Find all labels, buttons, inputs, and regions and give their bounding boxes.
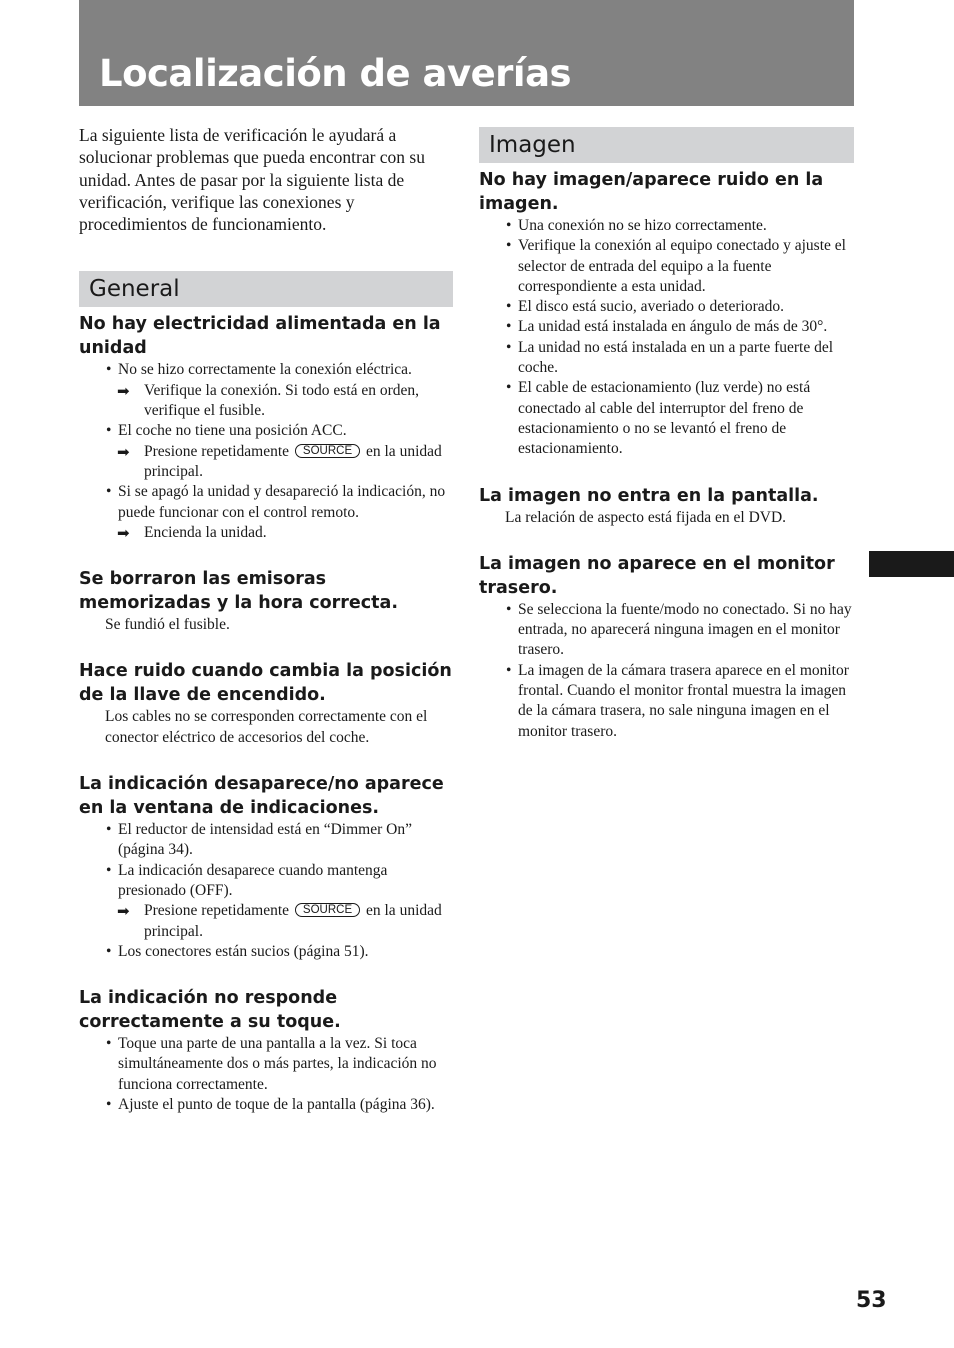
- problem-title: Hace ruido cuando cambia la posición de la llave de encendido.: [79, 661, 452, 706]
- problem-title: La indicación no responde correctamente a su toque.: [79, 988, 341, 1033]
- section-imagen-header: [479, 127, 854, 163]
- list-item: • La indicación desaparece cuando mantenga presionado (OFF).: [79, 861, 453, 902]
- problem-title: La imagen no aparece en el monitor trasero.: [479, 553, 835, 598]
- imagen-problem-1: [479, 168, 854, 460]
- list-item: • Si se apagó la unidad y desapareció la indicación, no puede funcionar con el control remoto.: [79, 482, 453, 523]
- list-item: • El reductor de intensidad está en “Dimmer On” (página 34).: [79, 820, 453, 861]
- list-item: • Los conectores están sucios (página 51).: [79, 942, 453, 962]
- problem-text: Se fundió el fusible.: [105, 616, 230, 634]
- arrow-right-icon: ➡: [117, 381, 130, 400]
- list-item: • No se hizo correctamente la conexión eléctrica.: [79, 360, 453, 380]
- list-item: • Una conexión no se hizo correctamente.: [479, 216, 854, 236]
- source-button-label: SOURCE: [295, 444, 360, 458]
- solution-item: ➡ Verifique la conexión. Si todo está en orden, verifique el fusible.: [117, 381, 420, 420]
- list-item: • El coche no tiene una posición ACC.: [79, 421, 453, 441]
- arrow-right-icon: ➡: [117, 523, 130, 542]
- section-imagen-title: Imagen: [489, 132, 576, 158]
- problem-title: La indicación desaparece/no aparece en la ventana de indicaciones.: [79, 774, 444, 819]
- section-general-title: General: [89, 276, 180, 303]
- general-problem-1: [79, 312, 453, 543]
- imagen-problem-3: [479, 552, 854, 742]
- solution-item: ➡ Encienda la unidad.: [117, 523, 267, 542]
- title-banner: [79, 0, 854, 106]
- problem-title: No hay imagen/aparece ruido en la imagen.: [479, 170, 824, 214]
- list-item: • Toque una parte de una pantalla a la vez. Si toca simultáneamente dos o más partes, la indicación no funciona correctamente.: [79, 1034, 453, 1095]
- page-number: 53: [856, 1288, 887, 1313]
- arrow-right-icon: ➡: [117, 902, 130, 921]
- source-button-label: SOURCE: [295, 903, 360, 917]
- list-item: • Se selecciona la fuente/modo no conectado. Si no hay entrada, no aparecerá ninguna imagen en el monitor trasero.: [479, 600, 854, 661]
- list-item: • El disco está sucio, averiado o deteriorado.: [479, 297, 854, 317]
- problem-title: No hay electricidad alimentada en la unidad: [79, 314, 441, 359]
- solution-item: ➡ Presione repetidamente SOURCE en la unidad principal.: [117, 442, 442, 480]
- problem-title: La imagen no entra en la pantalla.: [479, 485, 819, 506]
- page-title: Localización de averías: [99, 52, 572, 95]
- list-item: • El cable de estacionamiento (luz verde) no está conectado al cable del interruptor del freno de estacionamiento o no se levantó el freno de estacionamiento.: [479, 378, 854, 459]
- problem-text: La relación de aspecto está fijada en el DVD.: [505, 508, 787, 526]
- list-item: • La unidad está instalada en ángulo de más de 30°.: [479, 317, 854, 337]
- list-item: • La imagen de la cámara trasera aparece en el monitor frontal. Cuando el monitor frontal muestra la imagen de la cámara trasera, no sale ninguna imagen en el monitor trasero.: [479, 661, 854, 742]
- solution-item: ➡ Presione repetidamente SOURCE en la unidad principal.: [117, 902, 442, 940]
- left-column: [79, 120, 453, 1115]
- imagen-problem-2: [479, 484, 854, 528]
- general-problem-3: [79, 659, 453, 748]
- problem-title: Se borraron las emisoras memorizadas y la hora correcta.: [79, 569, 398, 614]
- intro-paragraph: La siguiente lista de verificación le ayudará a solucionar problemas que pueda encontrar con su unidad. Antes de pasar por la siguiente lista de verificación, verifique las conexiones y procedimientos de funcionamiento.: [79, 125, 425, 235]
- section-tab-marker: [869, 551, 954, 577]
- right-column: [479, 127, 854, 742]
- general-problem-5: [79, 986, 453, 1115]
- list-item: • La unidad no está instalada en un a parte fuerte del coche.: [479, 338, 854, 379]
- section-general-header: [79, 271, 453, 307]
- arrow-right-icon: ➡: [117, 442, 130, 461]
- list-item: • Verifique la conexión al equipo conectado y ajuste el selector de entrada del equipo a la fuente correspondiente a esta unidad.: [479, 236, 854, 297]
- list-item: • Ajuste el punto de toque de la pantalla (página 36).: [79, 1095, 453, 1115]
- problem-text: Los cables no se corresponden correctamente con el conector eléctrico de accesorios del coche.: [105, 708, 428, 746]
- general-problem-4: [79, 772, 453, 962]
- general-problem-2: [79, 567, 453, 635]
